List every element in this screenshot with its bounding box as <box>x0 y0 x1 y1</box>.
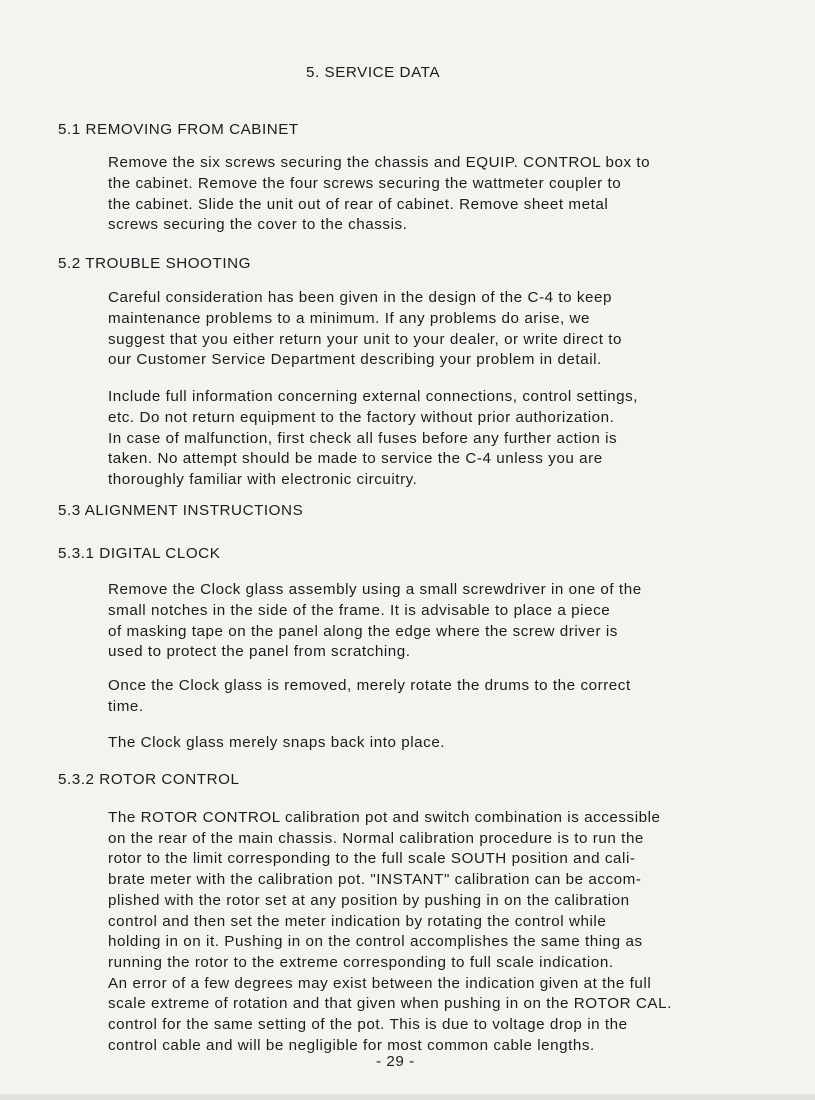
paragraph-line: rotor to the limit corresponding to the full scale SOUTH position and cali- <box>108 850 636 868</box>
paragraph-line: Remove the six screws securing the chassis and EQUIP. CONTROL box to <box>108 154 651 171</box>
paragraph-line: The Clock glass merely snaps back into place. <box>108 734 446 751</box>
paragraph-line: Remove the Clock glass assembly using a small screwdriver in one of the <box>108 581 642 598</box>
paragraph-line: control cable and will be negligible for most common cable lengths. <box>108 1036 595 1054</box>
paragraph-line: Careful consideration has been given in the design of the C-4 to keep <box>108 289 613 306</box>
paragraph-line: Once the Clock glass is removed, merely rotate the drums to the correct <box>108 677 631 694</box>
paragraph-line: control for the same setting of the pot. This is due to voltage drop in the <box>108 1016 628 1033</box>
paragraph-line: the cabinet. Slide the unit out of rear of cabinet. Remove sheet metal <box>108 195 609 213</box>
paragraph-line: The ROTOR CONTROL calibration pot and switch combination is accessible <box>108 809 661 826</box>
paragraph-line: taken. No attempt should be made to service the C-4 unless you are <box>108 450 603 468</box>
section-heading: 5.3.1 DIGITAL CLOCK <box>58 545 221 562</box>
paragraph-line: holding in on it. Pushing in on the control accomplishes the same thing as <box>108 933 643 951</box>
paragraph-line: small notches in the side of the frame. It is advisable to place a piece <box>108 601 611 619</box>
paragraph-line: suggest that you either return your unit to your dealer, or write direct to <box>108 330 622 348</box>
paragraph-line: on the rear of the main chassis. Normal calibration procedure is to run the <box>108 829 644 847</box>
paragraph-line: of masking tape on the panel along the edge where the screw driver is <box>108 622 618 640</box>
paragraph-line: An error of a few degrees may exist between the indication given at the full <box>108 974 652 992</box>
paragraph-line: maintenance problems to a minimum. If any problems do arise, we <box>108 309 591 327</box>
paragraph-line: etc. Do not return equipment to the factory without prior authorization. <box>108 408 615 426</box>
paragraph-line: control and then set the meter indication by rotating the control while <box>108 912 607 930</box>
section-heading: 5.3 ALIGNMENT INSTRUCTIONS <box>58 502 304 519</box>
paragraph-line: our Customer Service Department describing your problem in detail. <box>108 351 602 369</box>
paragraph-line: the cabinet. Remove the four screws securing the wattmeter coupler to <box>108 174 622 192</box>
paragraph-line: brate meter with the calibration pot. "INSTANT" calibration can be accom- <box>108 871 642 889</box>
page-number: - 29 - <box>376 1053 415 1070</box>
paragraph-line: plished with the rotor set at any position by pushing in on the calibration <box>108 891 630 909</box>
scan-edge <box>0 1094 815 1100</box>
paragraph-line: Include full information concerning external connections, control settings, <box>108 388 639 405</box>
paragraph-line: thoroughly familiar with electronic circuitry. <box>108 471 418 489</box>
section-heading: 5.2 TROUBLE SHOOTING <box>58 255 252 272</box>
paragraph-line: time. <box>108 697 144 715</box>
paragraph-line: scale extreme of rotation and that given when pushing in on the ROTOR CAL. <box>108 995 672 1013</box>
page-title: 5. SERVICE DATA <box>306 64 441 81</box>
section-heading: 5.3.2 ROTOR CONTROL <box>58 771 240 788</box>
paragraph-line: running the rotor to the extreme corresponding to full scale indication. <box>108 953 614 971</box>
paragraph-line: In case of malfunction, first check all fuses before any further action is <box>108 429 618 447</box>
section-heading: 5.1 REMOVING FROM CABINET <box>58 121 299 138</box>
paragraph-line: used to protect the panel from scratching. <box>108 643 411 661</box>
paragraph-line: screws securing the cover to the chassis. <box>108 216 408 234</box>
